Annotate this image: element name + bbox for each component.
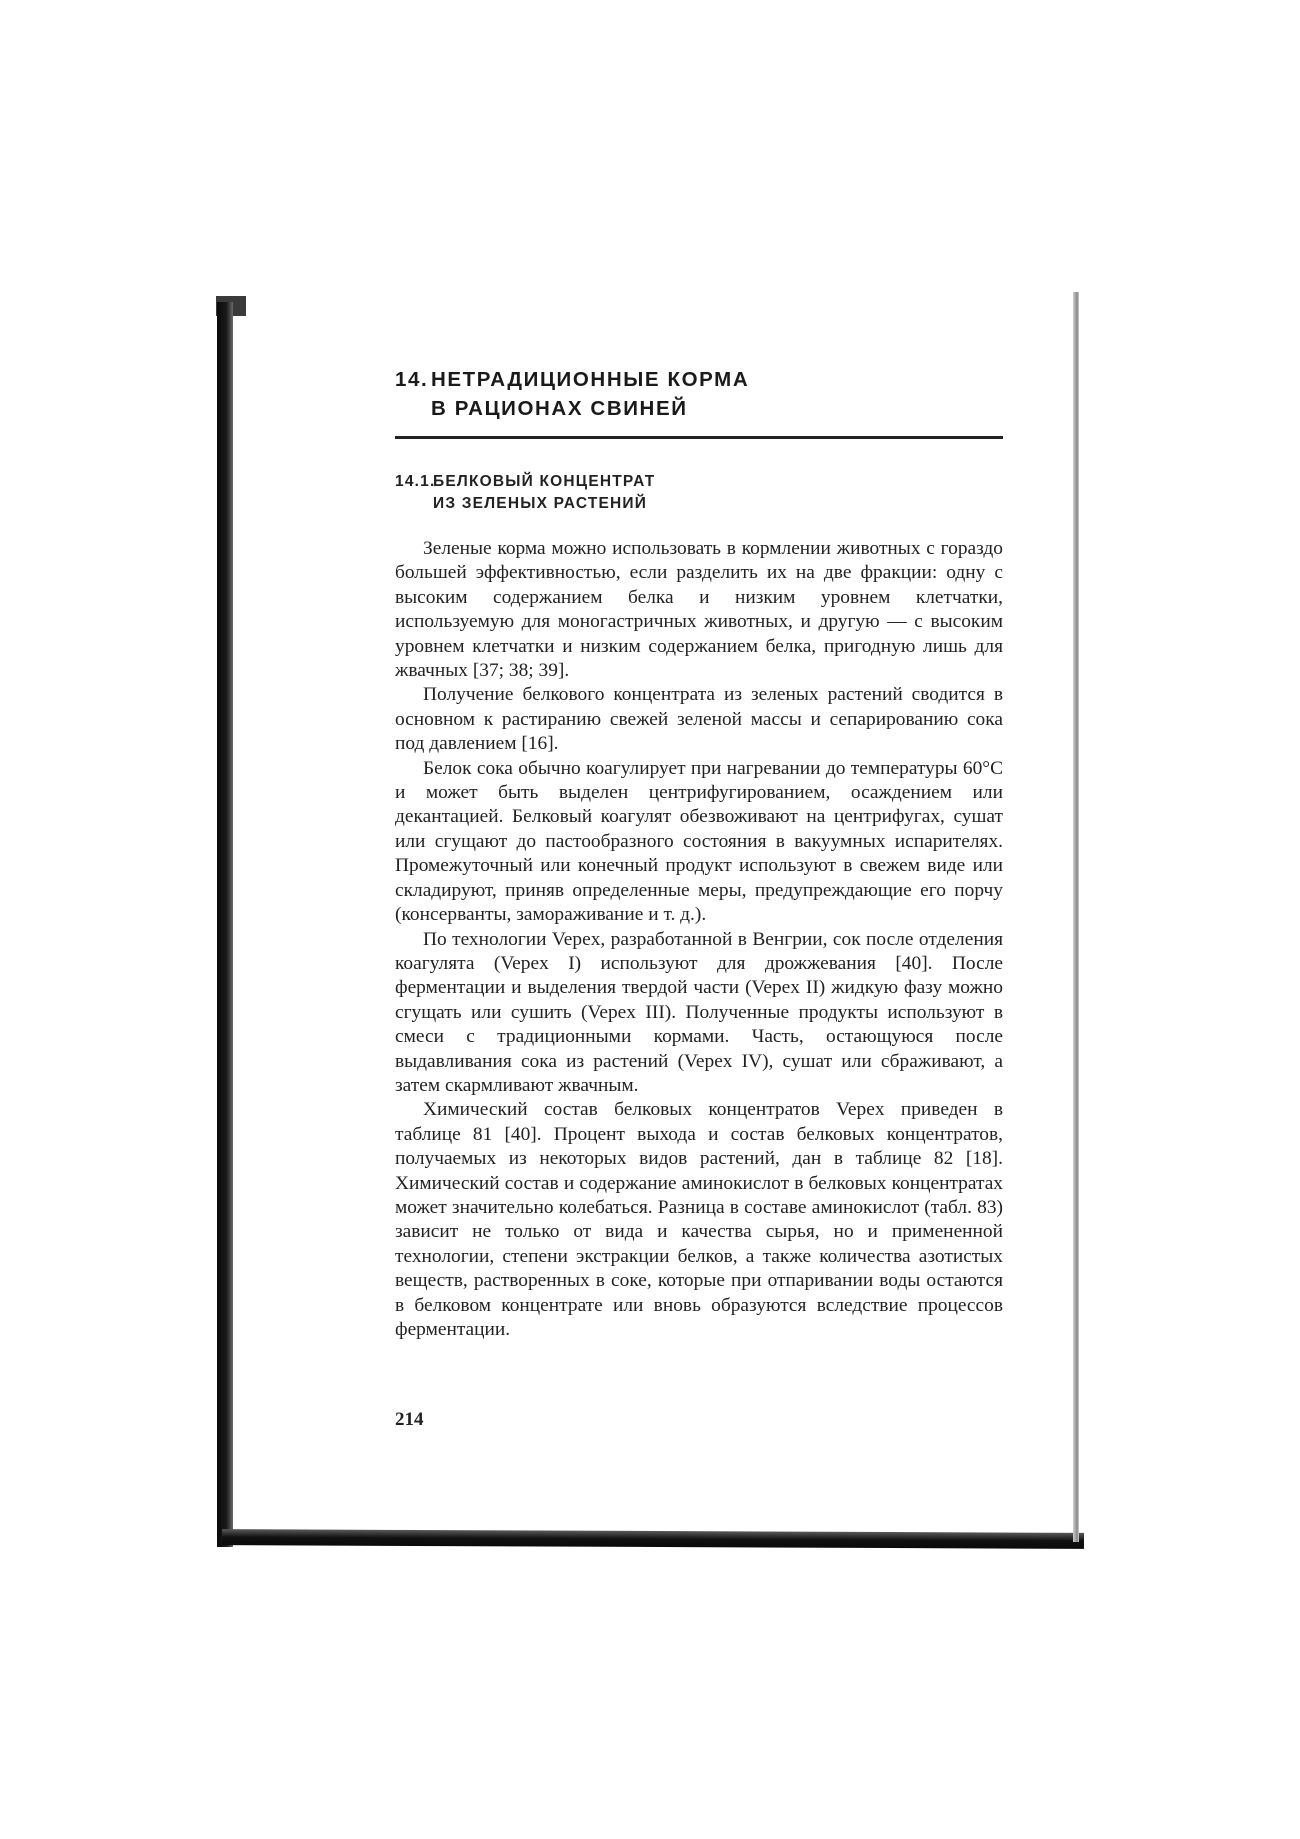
chapter-title-line-2: В РАЦИОНАХ СВИНЕЙ bbox=[431, 397, 688, 420]
section-title-line-2: ИЗ ЗЕЛЕНЫХ РАСТЕНИЙ bbox=[433, 495, 648, 512]
chapter-heading bbox=[395, 365, 1003, 423]
chapter-number: 14. bbox=[395, 368, 429, 391]
paragraph: Зеленые корма можно использовать в кормлении животных с гораздо большей эффективностью, если разделить их на две фракции: одну с высоким содержанием белка и низким уровнем клетчатки, используемую для моногастричных животных, и другую — с высоким уровнем клетчатки и низким содержанием белка, пригодную лишь для жвачных [37; 38; 39]. bbox=[395, 538, 1003, 682]
chapter-divider bbox=[395, 436, 1003, 439]
section-number: 14.1. bbox=[395, 473, 436, 490]
chapter-title-line-1: НЕТРАДИЦИОННЫЕ КОРМА bbox=[431, 368, 750, 391]
page-number: 214 bbox=[395, 1409, 424, 1430]
scan-edge-shadow-right bbox=[1073, 292, 1079, 1542]
paragraph: Белок сока обычно коагулирует при нагревании до температуры 60°С и может быть выделен центрифугированием, осаждением или декантацией. Белковый коагулят обезвоживают на центрифугах, сушат или сгущают до пастообразного состояния в вакуумных испарителях. Промежуточный или конечный продукт используют в свежем виде или складируют, приняв определенные меры, предупреждающие его порчу (консерванты, замораживание и т. д.). bbox=[395, 757, 1003, 926]
page-content bbox=[395, 365, 1003, 1430]
paragraph: По технологии Vepex, разработанной в Венгрии, сок после отделения коагулята (Vepex I) используют для дрожжевания [40]. После ферментации и выделения твердой части (Vepex II) жидкую фазу можно сгущать или сушить (Vepex III). Полученные продукты используют в смеси с традиционными кормами. Часть, остающуюся после выдавливания сока из растений (Vepex IV), сушат или сбраживают, а затем скармливают жвачным. bbox=[395, 928, 1003, 1096]
section-title-line-1: БЕЛКОВЫЙ КОНЦЕНТРАТ bbox=[433, 473, 656, 490]
paragraph: Химический состав белковых концентратов Vepex приведен в таблице 81 [40]. Процент выхода и состав белковых концентратов, получаемых из некоторых видов растений, дан в таблице 82 [18]. Химический состав и содержание аминокислот в белковых концентратах может значительно колебаться. Разница в составе аминокислот (табл. 83) зависит не только от вида и качества сырья, но и примененной технологии, степени экстракции белков, а также количества азотистых веществ, растворенных в соке, которые при отпаривании воды остаются в белковом концентрате или вновь образуются вследствие процессов ферментации. bbox=[395, 1099, 1003, 1340]
section-heading bbox=[395, 471, 655, 515]
scan-edge-shadow-bottom bbox=[222, 1529, 1084, 1549]
scan-edge-shadow-left bbox=[217, 302, 233, 1547]
body-text bbox=[395, 537, 1003, 1342]
paragraph: Получение белкового концентрата из зеленых растений сводится в основном к растиранию свежей зеленой массы и сепарированию сока под давлением [16]. bbox=[395, 684, 1003, 755]
